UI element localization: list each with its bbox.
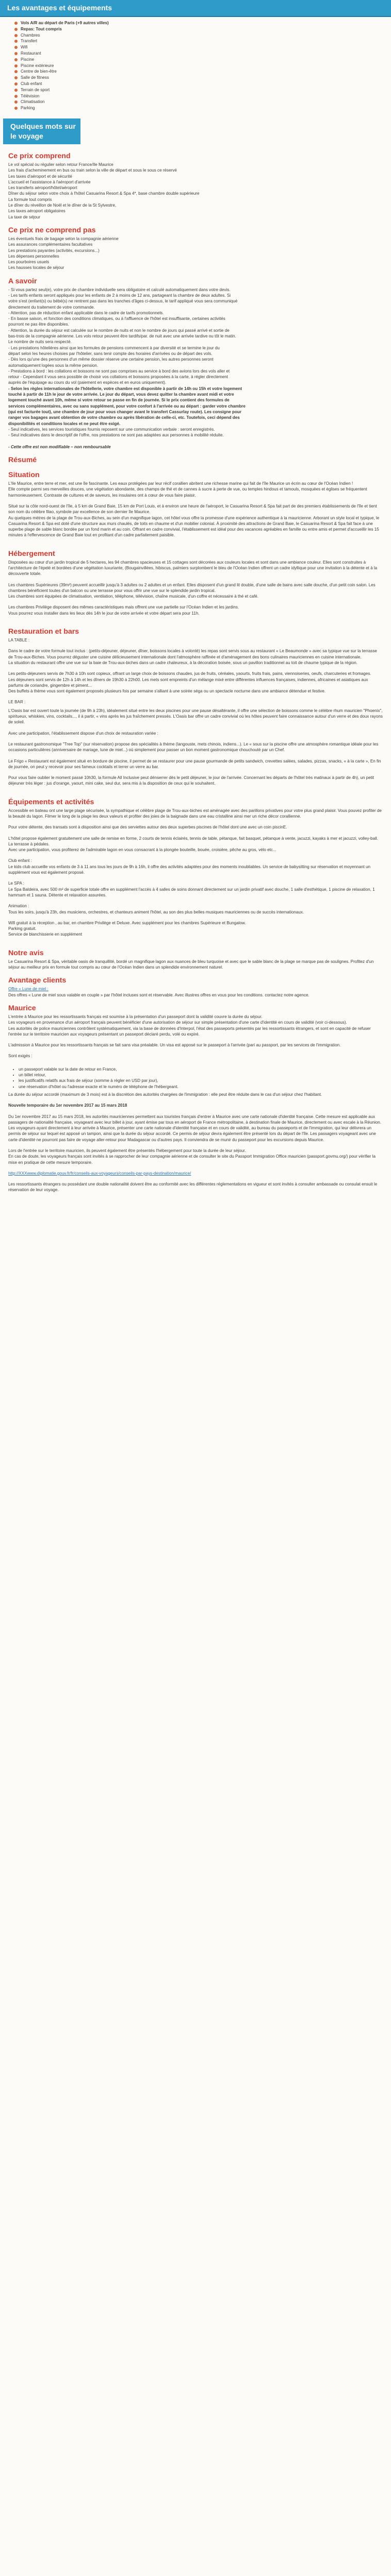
facilities-text: [8, 808, 383, 943]
text-line: retour - Cependant il vous sera possible de choisir vos collations et boissons proposées à la carte, à régler directement: [8, 375, 229, 380]
entry-requirement: • les justificatifs relatifs aux frais de séjour (somme à régler en USD par jour),: [19, 1078, 383, 1083]
text-line: Les frais d'acheminement en bus ou train selon la ville de départ et sous le sous ce réservé: [8, 168, 177, 173]
paragraph: Animation : Tous les soirs, jusqu'à 23h, des musiciens, orchestres, et chanteurs animent l'hôtel, au son des plus belles musiques mauriciennes ou de succès internationaux.: [8, 904, 304, 914]
mauritius-title: Maurice: [8, 1004, 36, 1012]
equipment-item: Parking: [14, 105, 391, 111]
equipment-item: Wifi: [14, 44, 391, 50]
facilities-title: Équipements et activités: [8, 798, 94, 806]
paragraph: Du 1er novembre 2017 au 15 mars 2018, les autorités mauriciennes permettent aux touristes français d'entrer à Maurice avec une carte nationale d'identité française. Cette mesure est applicable aux passagers de nationalité française, voyageant avec leur billet à jour, ayant émise par tous en aéroport de France métropolitaine, à destination finale de Maurice, directement ou avec escale à la Réunion. Les voyageurs ayant directement à leur arrivée à Maurice, présenter une carte nationale d'identité française et en cours de validité, au bureau du passeports et de l'immigration, qui leur délivrera un permis de séjour sur lequel est apposé un tampon, ainsi que la durée du séjour accordé. Ce permis de séjour devra également être présenté lors du départ de l'île. Les passagers voyageant avec une carte d'identité ne pourront pas faire de voyage aller-retour pour Madagascar ou d'autres pays. Il conviendra de se munir du passeport pour les excursions depuis Maurice.: [8, 1114, 382, 1142]
text-line: - Seul indicatives dans le descriptif de l'offre, nos prestations ne sont pas adaptées aux personnes à mobilité réduite.: [8, 433, 224, 438]
price-includes-title: Ce prix comprend: [8, 151, 71, 160]
mauritius-text: [8, 1014, 383, 1064]
price-excludes-title: Ce prix ne comprend pas: [8, 226, 96, 234]
text-line: Les prestations payantes (activités, excursions...): [8, 248, 100, 253]
paragraph-gap: [8, 898, 383, 903]
paragraph: Le Frigo « Restaurant est également situé en bordure de piscine, il permet de se restaurer pour une pause gourmande de petits sandwich, crevettes salées, salades, pizzas, snacks, « à la carte », En fin de journée, on peut y recevoir pour ses fameux cocktails et terrer un verre au bar.: [8, 758, 381, 769]
text-line: Le nombre de nuits sera respecté.: [8, 340, 72, 345]
paragraph-gap: [8, 787, 383, 792]
paragraph: Le SPA : Le Spa Baldeira, avec 500 m² de superficie totale offre en supplément l'accès à 4 salles de soins donnant directement sur un jardin privatif avec douche, 1 salle d'esthétique, 1 piscine de relaxation, 1 hammam et 1 sauna. Détente et relaxation assurées.: [8, 881, 375, 897]
paragraph: Lors de l'entrée sur le territoire mauricien, ils peuvent également être présentés l'hébergement pour toute la durée de leur séjour. En cas de doute, les voyageurs français sont invités à se rapprocher de leur compagnie aérienne et de consulter le site du Passport Immigration Office mauricien (passport.govmu.org/) pour vérifier la mise en pratique de cette mesure temporaire.: [8, 1148, 376, 1165]
paragraph: Nouvelle temporaire du 1er novembre 2017 au 15 mars 2018: [8, 1103, 127, 1108]
good-to-know-title: A savoir: [8, 277, 37, 285]
paragraph: L'Ile Maurice, entre terre et mer, est une île fascinante. Les eaux protégées par leur récif corallien abritent une richesse marine qui fait de l'île Maurice un écrin au cœur de l'Océan Indien ! Elle compte parmi ses merveilles douces, une végétation abondante, des champs de thé et de cannes à sucre à perte de vue, ou temples hindous et tamouls, mosquées et églises se fréquentent harmonieusement. Contraste de cultures et de saveurs, les insulaires ont à cœur de vous faire plaisir.: [8, 481, 367, 498]
text-line: La formule tout compris: [8, 197, 52, 202]
text-line: Les éventuels frais de bagage selon la compagnie aérienne: [8, 236, 119, 241]
text-line: Les dépenses personnelles: [8, 253, 59, 259]
location-title: Situation: [8, 471, 40, 480]
paragraph: Pour vous faire oublier le moment passé 10h30, la formule All Inclusive peut dénserrer dès le petit déjeuner, le jour de l'arrivée. Concernant les départs de l'hôtel très matinaux à partir de 4h), un petit déjeuner très léger : jus d'orange, yaourt, mini cake, seul dur, sera mis à la disposition de ceux qui le souhaitent.: [8, 775, 374, 786]
text-line: - Si vous partez seul(e), votre prix de chambre individuelle sera obligatoire et calculé automatiquement dans votre devis.: [8, 287, 231, 292]
bar-text: [8, 708, 383, 792]
summary-title: Résumé: [8, 456, 37, 465]
text-line: Les pourboires usuels: [8, 260, 50, 265]
paragraph: Les chambres Privilège disposent des mêmes caractéristiques mais offrent une vue partielle sur l'Océan Indien et les jardins. Vous pourrez vous installer dans les lieux dès 14h le jour de votre arrivée et votre départ sera pour 11h.: [8, 605, 239, 616]
equipment-item: Terrain de sport: [14, 87, 391, 93]
text-line: Les transferts aéroport/hôtel/aéroport: [8, 185, 77, 191]
text-line: pourront ne pas être disponibles.: [8, 322, 69, 327]
text-line: Les taxes d'aéroport et de sécurité: [8, 174, 72, 179]
text-line: - Cette offre est non modifiable – non remboursable: [8, 444, 111, 449]
text-line: - Les prestations hôtelières ainsi que les formules de pensions commencent à par diversité et se termine le jour du: [8, 345, 220, 350]
text-line: - Dès lors qu'une des personnes d'un même dossier réserve une certaine pension, les autres personnes seront: [8, 357, 214, 362]
paragraph-gap: [8, 736, 383, 741]
text-line: touché à partir de 11h le jour de votre arrivée. Le jour du départ, vous devez quitter la chambre avant midi et votre: [8, 392, 234, 397]
location-text: [8, 481, 383, 544]
paragraph: Dans le cadre de votre formule tout inclus : (petits-déjeuner, déjeuner, dîner, boissons locales à volonté) les repas sont servis sous au restaurant « Le Beaumonde » avec sa typique vue sur la terrasse de Trou-aux-Biches. Vous pourrez déguster une cuisine délicieusement internationale dont l'atmosphère raffinée et d'aménagement des bons culinaires mauriciennes en cuisine internationale. La situation du restaurant offre une vue sur la baie de Trou-aux-biches dans un cadre chaleureux, à la décoration boisée, sous un pavillon traditionnel au toit de chaume typique de la région.: [8, 649, 377, 665]
accommodation-text: [8, 560, 383, 621]
paragraph-gap: [8, 875, 383, 880]
paragraph-gap: [8, 577, 383, 582]
paragraph-gap: [8, 1109, 383, 1114]
text-line: ranger vos bagages avant obtention de votre chambre ou après libération de celle-ci, etc. Toutefois, ceci dépend des: [8, 415, 240, 420]
paragraph: Le restaurant gastronomique "Tree Top" (sur réservation) propose des spécialités à thème (langouste, mets chinois, indiens...). Le « sous sur la piscine offre une atmosphère romantique idéale pour les occasions particulières (anniversaire de mariage, lune de miel...) où simplement pour passer un bon moment gastronomique chouchouté par un Chef.: [8, 741, 379, 753]
our-opinion-text: Le Casuarina Resort & Spa, véritable oasis de tranquillité, bordé un magnifique lagon aux nuances de bleu turquoise et avec que le sable blanc de la plage se marque pas de soulignes. Profitez d'un séjour au meilleur prix en formule tout compris au cœur de l'Océan Indien dans un splendide environnement naturel.: [8, 959, 374, 970]
paragraph-gap: [8, 538, 383, 544]
paragraph-gap: [8, 666, 383, 671]
text-line: - En basse saison, et fonction des conditions climatiques, ou à l'affluence de l'hôtel est insuffisante, certaines activités: [8, 316, 225, 321]
paragraph-gap: [8, 831, 383, 836]
text-line: Le dîner du réveillon de Noël et le dîner de la St Sylvestre,: [8, 203, 117, 208]
equipment-item: Piscine: [14, 57, 391, 63]
paragraph-gap: [8, 1059, 383, 1064]
honeymoon-offer-link[interactable]: Offre « Lune de miel :: [8, 987, 48, 992]
text-line: Les taxes aéroport obligatoires: [8, 209, 66, 214]
paragraph-gap: [8, 616, 383, 621]
paragraph: Wifi gratuit à la réception , au bar, en chambre Privilège et Deluxe. Avec supplément pour les chambres Supérieure et Bungalow. Parking gratuit. Service de blanchisserie en supplément: [8, 920, 246, 937]
equipment-list: [0, 20, 391, 111]
paragraph: L'Oasis bar est ouvert toute la journée (de 9h à 23h), idéalement situé entre les deux piscines pour une pause désaltérante, il offre une sélection de boissons comme le célèbre rhum mauricien "Phoenix", spiritueux, whiskies, vins, cocktails..., il à partir, « vins après les jus fraîchement pressés. L'Oasis bar offre un cadre convivial où les hôtes peuvent faire connaissance autour d'un verre et des doux rayons de soleil.: [8, 708, 383, 725]
paragraph-gap: [8, 725, 383, 731]
mauritius-text-after: [8, 1092, 383, 1198]
paragraph: Avec une participation, l'établissement dispose d'un choix de restauration variée :: [8, 731, 158, 736]
text-line: disponibilités et conditions locales et ne peut être exigé.: [8, 421, 121, 426]
entry-requirement: • un billet retour,: [19, 1072, 383, 1078]
paragraph: L'admission à Maurice pour les ressortissants français se fait sans visa préalable. Un visa est apposé sur le passeport à l'arrivée (pari au passport, par les services de l'immigration.: [8, 1043, 341, 1048]
text-line: services complémentaires, avec ou sans supplément, pour votre confort à l'arrivée ou au départ : garder votre chambre: [8, 403, 246, 409]
paragraph: Accessible en bateau ont une large plage sécurisée, la sympathique et célèbre plage de Trou-aux-biches est aménagée avec des parillons privatives pour votre plus grand plaisir. Vous pouvez profiter de la beauté du lagon. Filmer le long de la plage les deux valeurs et profiter des joies de la baignade dans une eau cristalline ainsi mer un riche décor corallienne.: [8, 808, 382, 819]
text-line: Le vol spécial ou régulier selon retour France/Ile Maurice: [8, 162, 113, 167]
equipment-item: Chambres: [14, 32, 391, 39]
paragraph: Sont exigés :: [8, 1054, 32, 1059]
text-line: Dîner du séjour selon votre choix à l'hôtel Casuarina Resort & Spa 4*, base chambre double supérieure: [8, 191, 200, 196]
equipment-item: Repas: Tout compris: [14, 26, 391, 32]
price-excludes-list: [8, 236, 383, 271]
price-includes-list: [8, 162, 383, 220]
text-line: bas-trois de la compagnie aérienne. Les vols retour peuvent être tardifs/par. de nuit avec une arrivée tardive ou tôt le matin.: [8, 334, 236, 339]
paragraph-gap: [8, 1037, 383, 1042]
paragraph: Pour votre détente, des transats sont à disposition ainsi que des serviettes autour des deux superbes piscines de l'hôtel dont une avec un coin piscinE.: [8, 825, 287, 830]
dining-title: Restauration et bars: [8, 628, 79, 636]
text-line: (qui est facturée tout), une chambre de jour pour vous changer avant le transfert Cassurlay route). Les consigne pour: [8, 409, 241, 414]
equipment-item: Transfert: [14, 38, 391, 44]
paragraph-gap: [8, 599, 383, 604]
text-line: - Attention, la durée du séjour est calculée sur le nombre de nuits et non le nombre de jours qui passé arrivé et sortie de: [8, 328, 230, 333]
paragraph: Les petits-déjeuners servis de 7h30 à 10h sont copieux, offrant un large choix de boissons chaudes, jus de fruits, céréales, yaourts, fruits frais, pains, viennoiseries, oeufs, charcuteries et fromages. Les déjeuners sont servis de 12h à 14h et les dîners de 19h30 à 22h00. Les mets sont empreints d'un mélange mixé entre différentes influences françaises, indiennes, africaines et asiatiques aux parfums de coriandre, gingembre et piment... Des buffets à thème vous sont également proposés plusieurs fois par semaine s'alliant à une soirée séga ou un spectacle nocturne dans une ambiance détendue et festive.: [8, 671, 371, 694]
paragraph-gap: [8, 853, 383, 858]
diplomatie-link[interactable]: http://XXXwww.diplomatie.gouv.fr/fr/conseils-aux-voyageurs/conseils-par-pays-destination/maurice/: [8, 1171, 191, 1176]
paragraph: Les chambres Supérieures (39m²) peuvent accueillir jusqu'à 3 adultes ou 2 adultes et un enfant. Elles disposent d'un grand lit double, d'une salle de bains avec salle douche, d'un petit coin salon. Les chambres bénéficient toutes d'un balcon ou une terrasse pour vous offrir une vue sur le splendide jardin tropical. Les chambres sont équipées de climatisation, ventilation, téléphone, télévision, chaîne musicale, d'un coffre et nécessaire à thé et café.: [8, 582, 376, 599]
text-line: automatiquement logées sous la même pension.: [8, 363, 99, 368]
text-line: L'accueil et l'assistance à l'aéroport d'arrivée: [8, 179, 91, 184]
paragraph: La durée du séjour accordé (maximum de 3 mois) est à la discrétion des autorités chargées de l'immigration : elle peut être réduite dans le cas d'un séjour chez l'habitant.: [8, 1092, 322, 1097]
equipment-banner: Les avantages et équipements: [0, 0, 391, 17]
equipment-item: Climatisation: [14, 99, 391, 105]
text-line: - Seul indicatives, les services touristiques fournis reposent sur une communication verbale : seront enregistrés.: [8, 427, 215, 432]
text-line: logement touché avant 10h, même si votre retour se passe en fin de journée. Si le prix contient des formules de: [8, 398, 230, 403]
dining-subtitle: LA TABLE :: [8, 638, 30, 643]
equipment-item: Restaurant: [14, 50, 391, 57]
dining-text: [8, 648, 383, 699]
our-opinion-title: Notre avis: [8, 948, 44, 957]
client-benefits-text: Des offres « Lune de miel sous valable en couple » par l'hôtel incluses sont et réservable. Avec illustres offres en vous pour les conditions. contactez notre agence.: [8, 992, 309, 997]
entry-requirements-list: [8, 1066, 383, 1090]
paragraph: Disposées au cœur d'un jardin tropical de 5 hectares, les 94 chambres spacieuses et 15 cottages sont décorées aux couleurs locales et sont dans une ambiance couleur. Elles sont construites à l'architecture de l'épelé et bordées d'une végétation luxuriante, (Bougainvillées, hibiscus, palmiers surplombent le bleu de l'Océan Indien offrent un cadre idyllique pour une invitation à la détente et à la découverte totale.: [8, 560, 378, 577]
paragraph-gap: [8, 770, 383, 775]
paragraph-gap: [8, 498, 383, 503]
entry-requirement: • une réservation d'hôtel ou l'adresse exacte et le numéro de téléphone de l'hébergeant.: [19, 1084, 383, 1090]
client-benefits-title: Avantage clients: [8, 976, 67, 985]
text-line: auprès de l'équipage au cours du vol (paiement en espèces et en euros uniquement).: [8, 380, 167, 385]
paragraph-gap: [8, 753, 383, 758]
equipment-item: Vols A/R au départ de Paris (+9 autres villes): [14, 20, 391, 26]
paragraph-gap: [8, 1165, 383, 1171]
text-line: Les assurances complémentaires facultatives: [8, 242, 93, 247]
paragraph: L'entrée à Maurice pour les ressortissants français est soumise à la présentation d'un passeport dont la validité couvre la durée du séjour. Les voyageurs en provenance d'un aéroport français peuvent bénéficier d'une autorisation de séjour sur simple présentation d'une carte d'identité en cours de validité (voir ci-dessous). Les autorités de police mauriciennes contrôlent systématiquement, via la base de données d'Interpol, l'état des passeports présentés par les ressortissants étrangers, et sont en capacité de refuser l'entrée sur le territoire mauricien aux voyageurs présentant un passeport déclaré perdu, volé ou expiré.: [8, 1014, 371, 1037]
paragraph-gap: [8, 1193, 383, 1198]
equipment-item: Télévision: [14, 93, 391, 99]
paragraph-gap: [8, 819, 383, 824]
equipment-item: Club enfant: [14, 81, 391, 87]
paragraph: Les ressortissants étrangers ou possédant une double nationalité doivent être au conformité avec les différentes réglementations en vigueur et sont invités à consulter ambassade ou consulat ensuit le réservation de leur voyage.: [8, 1182, 378, 1193]
text-line: Les hausses locales de séjour: [8, 265, 64, 270]
paragraph-gap: [8, 1143, 383, 1148]
paragraph: L'hôtel propose également gratuitement une salle de remise en forme, 2 courts de tennis éclairés, tennis de table, pétanque, fait basquet, pétanque à vente, jacuzzi, kayaks à mer et jacuzzi, volley-ball. La terrasse à pédales. Avec une participation, vous profiterez de l'admirable lagon en vous consacrant à la plongée bouteille, bouée, croisière, pêche au gros, vélo etc...: [8, 836, 378, 853]
trip-info-banner: Quelques mots sur le voyage: [3, 118, 80, 144]
good-to-know-text: [8, 287, 383, 450]
bar-subtitle: LE BAR :: [8, 700, 26, 705]
paragraph-gap: [8, 1176, 383, 1181]
text-line: - Selon les règles internationales de l'hôtellerie, votre chambre est disponible à partir de 14h ou 15h et votre logement: [8, 386, 242, 391]
paragraph: Situé sur la côte nord-ouest de l'île, à 5 km de Grand Baie, 15 km de Port Louis, et à environ une heure de l'aéroport, le Casuarina Resort & Spa fait part de des premiers établissements de l'île et tient son nom du célèbre filao, symbole par excellence de son dernier île Maurice. Au quelques mètres de la plage de Trou-aux-Biches, au sein d'un magnifique lagon, cet hôtel vous offre la promesse d'une expérience authentique à la mauricienne. Arborant un style local et typique, le Casuarina Resort & Spa est doté d'une structure aux murs chaulés, de toits en chaume et d'un mobilier colonial. À proximité des attractions de Grand Baie, le Casuarina Resort & Spa fait face à une superbe plage de sable blanc bordée par un fond marin et au coin. Offrant en cadre convivial, l'établissement est idéal pour des vacances agréables en famille ou entre amis et permet d'accueillir les 15 minutes à l'effervescence de Grand Baie tout en profitant d'un cadre parfaitement paisible.: [8, 503, 380, 538]
text-line: directement du traitement de votre commande.: [8, 304, 95, 310]
text-line: - Prestations à bord : les collations et boissons ne sont pas comprises au service à bord des avions lors des vols aller et: [8, 368, 230, 374]
text-line: départ selon les heures choisies par l'hôtelier, sans tenir compte des horaires d'arrivées ou de départ des vols.: [8, 351, 213, 356]
text-line: - Les tarifs enfants seront appliqués pour les enfants de 2 à moins de 12 ans, partageant la chambre de deux adultes. Si: [8, 293, 231, 298]
text-line: [8, 438, 383, 444]
paragraph-gap: [8, 1048, 383, 1053]
text-line: votre s'est (enfant(s) ou bébé(s) ne rentrent pas dans les tranches d'âges ci-dessus, le tarif appliqué vous sera communiqué: [8, 299, 238, 304]
text-line: La taxe de séjour: [8, 214, 41, 219]
paragraph-gap: [8, 915, 383, 920]
paragraph-gap: [8, 694, 383, 699]
paragraph-gap: [8, 938, 383, 943]
accommodation-title: Hébergement: [8, 549, 55, 558]
entry-requirement: • un passeport valable sur la date de retour en France,: [19, 1066, 383, 1072]
text-line: - Attention, pas de réduction enfant applicable dans le cadre de tarifs promotionnels.: [8, 310, 164, 315]
paragraph-gap: [8, 1097, 383, 1103]
equipment-item: Salle de fitness: [14, 75, 391, 81]
equipment-item: Centre de bien-être: [14, 69, 391, 75]
equipment-item: Piscine extérieure: [14, 63, 391, 69]
paragraph: Club enfant : Le kids club accueille vos enfants de 3 à 11 ans tous les jours de 9h à 16h, il offre des activités adaptées pour des moments inoubliables. Un service de babysitting sur réservation et moyennant un supplément vous est également proposé.: [8, 858, 371, 875]
